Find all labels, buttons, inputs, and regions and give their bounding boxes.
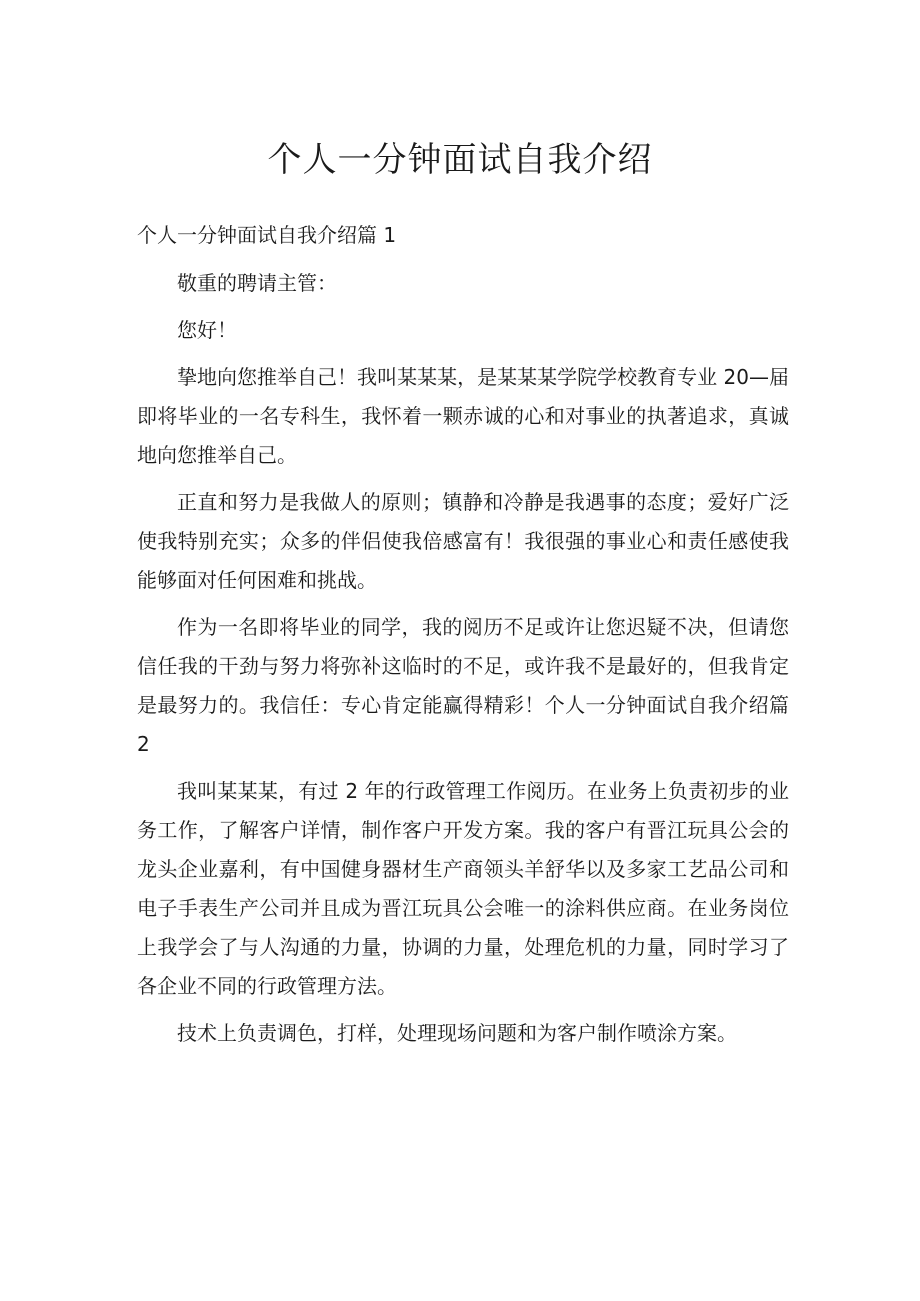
salutation: 敬重的聘请主管： — [177, 271, 337, 295]
section-heading: 个人一分钟面试自我介绍篇 1 — [137, 223, 397, 247]
greeting: 您好！ — [177, 318, 237, 342]
document-title: 个人一分钟面试自我介绍 — [267, 140, 653, 180]
paragraph: 挚地向您推举自己！我叫某某某，是某某某学院学校教育专业 20—届即将毕业的一名专科生，我怀着一颗赤诚的心和对事业的执著追求，真诚地向您推举自己。 — [137, 365, 789, 467]
paragraph: 技术上负责调色，打样，处理现场问题和为客户制作喷涂方案。 — [177, 1021, 737, 1045]
paragraph: 正直和努力是我做人的原则；镇静和冷静是我遇事的态度；爱好广泛使我特别充实；众多的伴侣使我倍感富有！我很强的事业心和责任感使我能够面对任何困难和挑战。 — [137, 490, 789, 592]
document-body — [137, 216, 789, 1061]
paragraph: 作为一名即将毕业的同学，我的阅历不足或许让您迟疑不决，但请您信任我的干劲与努力将弥补这临时的不足，或许我不是最好的，但我肯定是最努力的。我信任：专心肯定能赢得精彩！个人一分钟面试自我介绍篇 2 — [137, 615, 789, 756]
paragraph: 我叫某某某，有过 2 年的行政管理工作阅历。在业务上负责初步的业务工作，了解客户详情，制作客户开发方案。我的客户有晋江玩具公会的龙头企业嘉利，有中国健身器材生产商领头羊舒华以及多家工艺品公司和电子手表生产公司并且成为晋江玩具公会唯一的涂料供应商。在业务岗位上我学会了与人沟通的力量，协调的力量，处理危机的力量，同时学习了各企业不同的行政管理方法。 — [137, 779, 789, 998]
